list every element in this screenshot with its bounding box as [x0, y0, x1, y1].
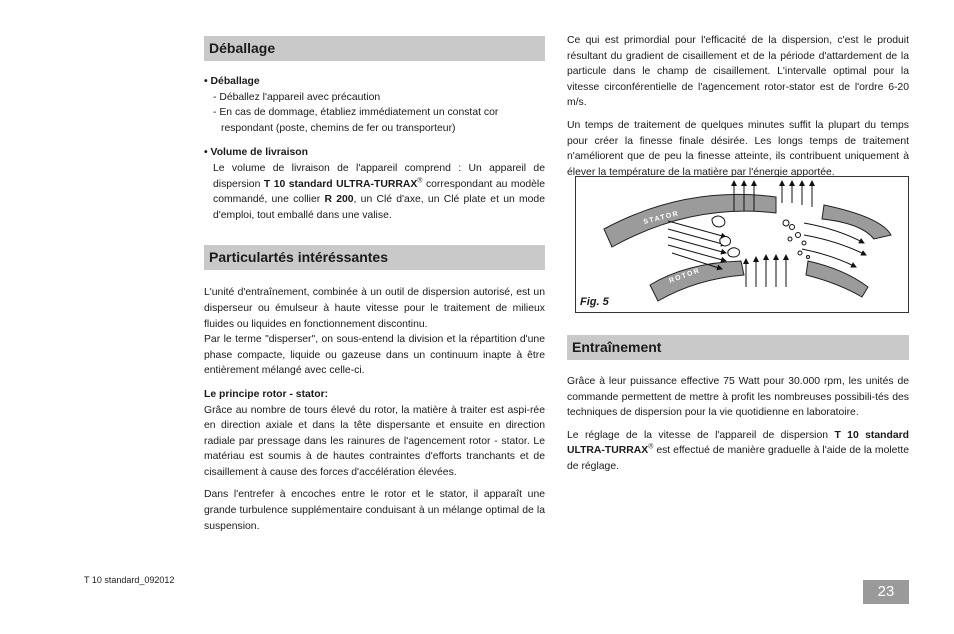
stator-band [604, 194, 776, 247]
paragraph: Par le terme "disperser", on sous-entend la division et la répartition d'une phase compacte, liquide ou gazeuse dans un continuum inapte à être entièrement mélangé avec celle-ci. [204, 334, 545, 377]
figure-rotor-stator [575, 176, 909, 313]
particles [712, 216, 810, 259]
paragraph: Dans l'entrefer à encoches entre le rotor et le stator, il apparaît une grande turbulence supplémentaire conduisant à un mélange optimal de la suspension. [204, 489, 545, 532]
right-column-lower [567, 335, 909, 475]
section-heading-deballage: Déballage [204, 36, 545, 61]
list-item-volume [204, 145, 545, 223]
list-line: - En cas de dommage, établiez immédiatement un constat cor [213, 107, 499, 119]
bullet-title: • Volume de livraison [204, 145, 545, 161]
radial-arrows [668, 221, 866, 269]
rotor-stator-diagram [576, 177, 908, 312]
section-heading-particularites: Particulartés intéréssantes [204, 245, 545, 270]
list-line: - Déballez l'appareil avec précaution [213, 91, 381, 103]
left-column [204, 36, 545, 534]
paragraph: L'unité d'entraînement, combinée à un outil de dispersion autorisé, est un disperseur ou émulseur à haute vitesse pour le traitement de milieux fluides ou liquides en fonctionnement discontinu. [204, 287, 545, 330]
right-column [567, 33, 909, 180]
list-item-deballage [204, 74, 545, 136]
paragraph: Un temps de traitement de quelques minutes suffit la plupart du temps pour créer la finesse finale désirée. Les longs temps de traitement n'améliorent que de peu la finesse atteinte, ils contribuent uniquement à élever la température de la matière par l'énergie apportée. [567, 119, 909, 178]
subheading-rotor-stator: Le principe rotor - stator: [204, 388, 329, 400]
document-id: T 10 standard_092012 [84, 575, 175, 585]
paragraph: Grâce au nombre de tours élevé du rotor, la matière à traiter est aspi-rée en direction axiale et dans la tête dispersante et ensuite en direction radiale par pressage dans les rainures de l'agencement rotor - stator. Le matériau est soumis à de hautes contraintes d'efforts tranchants et de cisaillement à cause des forces d'accélération élevées. [204, 404, 545, 478]
figure-caption: Fig. 5 [580, 296, 609, 308]
paragraph: Le volume de livraison de l'appareil comprend : Un appareil de dispersion T 10 standard ULTRA-TURRAX® correspondant au modèle commandé, une collier R 200, un Clé d'axe, un Clé plate et un mode d'emploi, tout emballé dans une valise. [213, 162, 545, 221]
bullet-title: • Déballage [204, 74, 545, 90]
paragraph: Grâce à leur puissance effective 75 Watt pour 30.000 rpm, les unités de commande permettent de mettre à profit les nombreuses possibili-tés des techniques de dispersion pour la vie quotidienne en laboratoire. [567, 376, 909, 419]
list-line: respondant (poste, chemins de fer ou transporteur) [221, 122, 456, 134]
stator-label: STATOR [642, 210, 681, 226]
stator-band-right [822, 205, 891, 239]
paragraph: Ce qui est primordial pour l'efficacité de la dispersion, c'est le produit résultant du gradient de cisaillement et de la période d'attardement de la particule dans le champ de cisaillement. L'intervalle optimal pour la vitesse circonférentielle de l'agencement rotor-stator est de l'ordre 6-20 m/s. [567, 35, 909, 109]
paragraph: Le réglage de la vitesse de l'appareil de dispersion T 10 standard ULTRA-TURRAX® est effectué de manière graduelle à l'aide de la molette de réglage. [567, 429, 909, 472]
section-heading-entrainement: Entraînement [567, 335, 909, 360]
rotor-band-right [806, 261, 868, 297]
rotor-label: ROTOR [668, 267, 702, 285]
page-number: 23 [863, 580, 909, 604]
